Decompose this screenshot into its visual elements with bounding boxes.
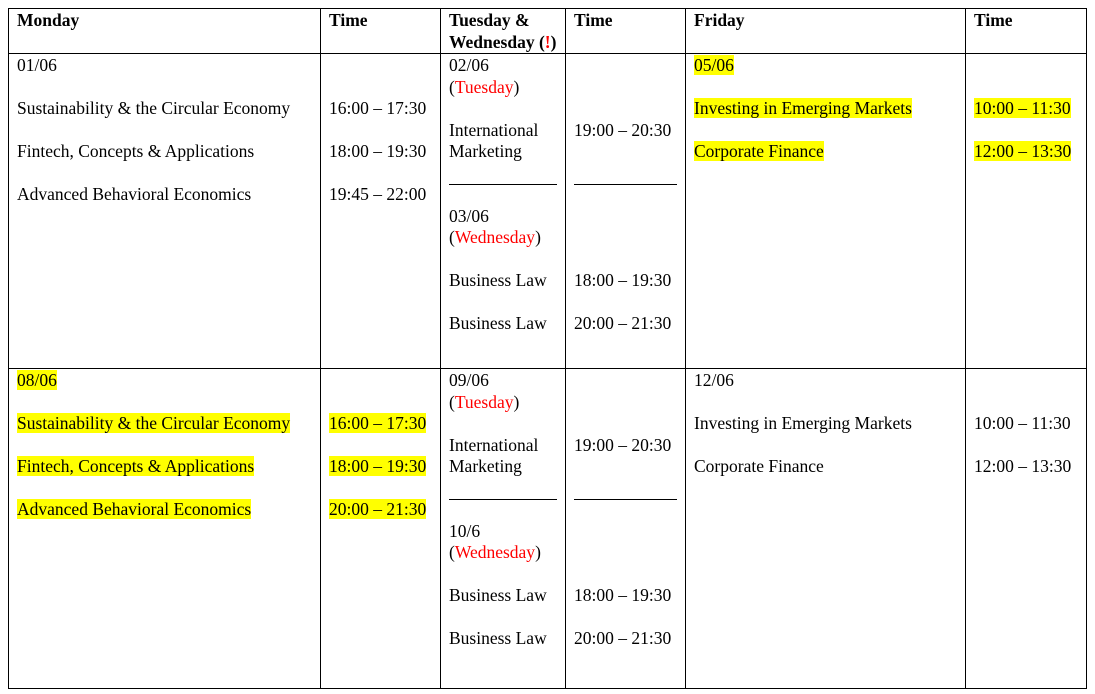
- course-entry: Investing in Emerging Markets: [694, 413, 912, 433]
- time-entry: 19:45 – 22:00: [329, 184, 427, 204]
- course-entry: Advanced Behavioral Economics: [17, 184, 252, 204]
- date-label: 12/06: [694, 370, 734, 390]
- header-row: [9, 9, 1087, 54]
- divider: [574, 499, 677, 500]
- time-entry: 18:00 – 19:30: [329, 141, 427, 161]
- course-entry: International: [449, 434, 539, 455]
- monday-time-cell: [321, 369, 441, 689]
- date-label: 10/6: [449, 520, 481, 541]
- course-entry: Business Law: [449, 313, 547, 333]
- friday-time-cell: [966, 369, 1087, 689]
- time-entry: 16:00 – 17:30: [329, 98, 427, 118]
- header-monday: Monday: [9, 9, 321, 54]
- course-entry: Business Law: [449, 270, 547, 290]
- time-entry: 16:00 – 17:30: [329, 413, 427, 433]
- time-entry: 19:00 – 20:30: [574, 119, 672, 140]
- week-row-2: [9, 369, 1087, 689]
- time-entry: 18:00 – 19:30: [574, 270, 672, 290]
- divider: [449, 184, 557, 185]
- date-label: 02/06: [449, 55, 489, 75]
- divider: [449, 499, 557, 500]
- schedule-table: [8, 8, 1087, 689]
- date-label: 08/06: [17, 370, 57, 390]
- time-entry: 18:00 – 19:30: [574, 585, 672, 605]
- friday-cell: [686, 54, 966, 369]
- date-label: 05/06: [694, 55, 734, 75]
- header-tuewed-close: ): [550, 31, 557, 52]
- header-tuewed-line2: Wednesday (: [449, 31, 545, 52]
- friday-time-cell: [966, 54, 1087, 369]
- day-label: (Wednesday): [449, 227, 541, 247]
- course-entry: Fintech, Concepts & Applications: [17, 456, 255, 476]
- tuewed-time-cell: [566, 54, 686, 369]
- tuewed-cell: [441, 54, 566, 369]
- header-exclamation: !: [544, 31, 551, 52]
- time-entry: 10:00 – 11:30: [974, 98, 1071, 118]
- friday-cell: [686, 369, 966, 689]
- course-entry: Business Law: [449, 628, 547, 648]
- course-entry: Corporate Finance: [694, 141, 824, 161]
- course-entry: Corporate Finance: [694, 456, 824, 476]
- course-entry: Sustainability & the Circular Economy: [17, 98, 291, 118]
- divider: [574, 184, 677, 185]
- course-entry: Marketing: [449, 141, 522, 161]
- date-label: 09/06: [449, 370, 489, 390]
- day-label: (Tuesday): [449, 391, 520, 412]
- date-label: 01/06: [17, 55, 57, 75]
- course-entry: International: [449, 119, 539, 140]
- time-entry: 12:00 – 13:30: [974, 456, 1072, 476]
- time-entry: 12:00 – 13:30: [974, 141, 1072, 161]
- course-entry: Marketing: [449, 456, 522, 476]
- monday-time-cell: [321, 54, 441, 369]
- time-entry: 19:00 – 20:30: [574, 434, 672, 455]
- header-time: Time: [566, 9, 686, 54]
- header-friday: Friday: [686, 9, 966, 54]
- header-time: Time: [321, 9, 441, 54]
- header-tuesday-wednesday: [441, 9, 566, 54]
- header-tuewed-line1: Tuesday &: [449, 10, 530, 30]
- header-time: Time: [966, 9, 1087, 54]
- week-row-1: [9, 54, 1087, 369]
- date-label: 03/06: [449, 205, 489, 226]
- time-entry: 10:00 – 11:30: [974, 413, 1071, 433]
- day-label: (Tuesday): [449, 76, 520, 97]
- course-entry: Fintech, Concepts & Applications: [17, 141, 255, 161]
- day-label: (Wednesday): [449, 542, 541, 562]
- time-entry: 20:00 – 21:30: [329, 499, 427, 519]
- time-entry: 20:00 – 21:30: [574, 628, 672, 648]
- time-entry: 20:00 – 21:30: [574, 313, 672, 333]
- monday-cell: [9, 369, 321, 689]
- time-entry: 18:00 – 19:30: [329, 456, 427, 476]
- course-entry: Business Law: [449, 585, 547, 605]
- monday-cell: [9, 54, 321, 369]
- tuewed-cell: [441, 369, 566, 689]
- course-entry: Investing in Emerging Markets: [694, 98, 912, 118]
- course-entry: Advanced Behavioral Economics: [17, 499, 252, 519]
- tuewed-time-cell: [566, 369, 686, 689]
- course-entry: Sustainability & the Circular Economy: [17, 413, 291, 433]
